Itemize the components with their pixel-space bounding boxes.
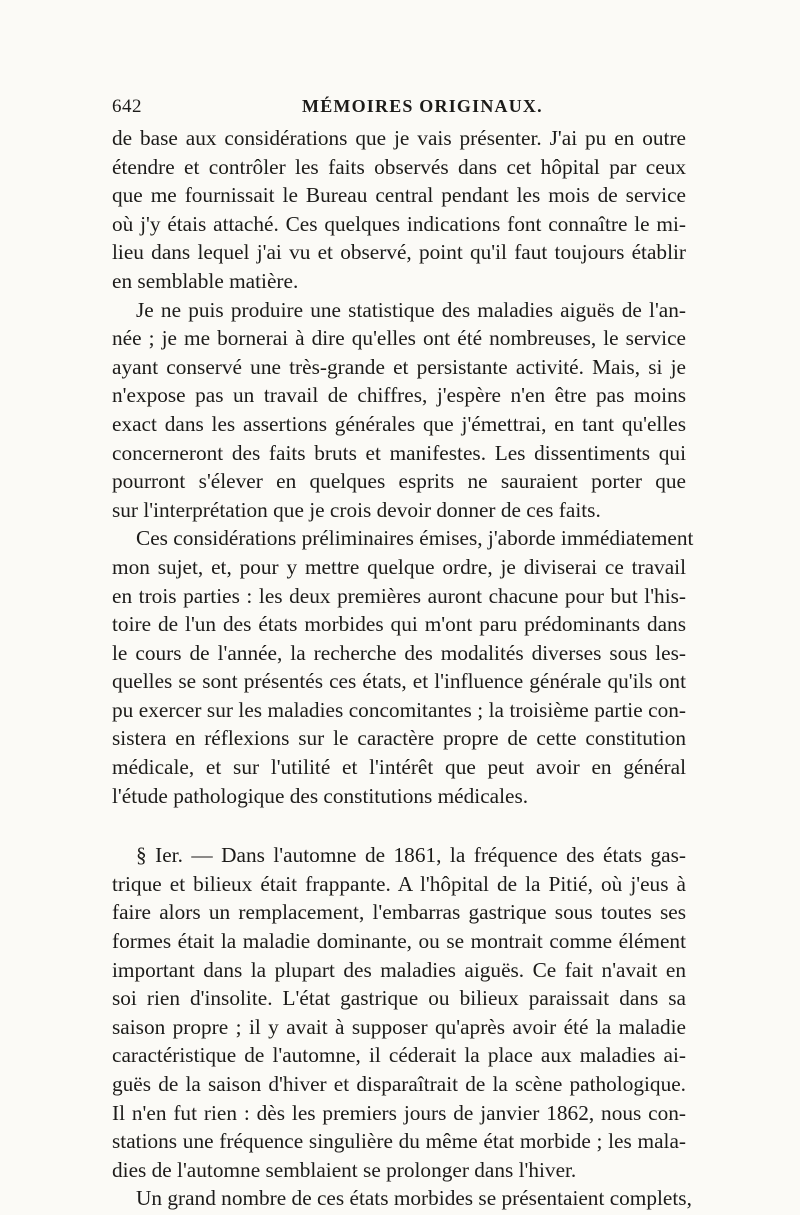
paragraph-3	[112, 524, 694, 810]
text-line: de base aux considérations que je vais présenter. J'ai pu en outre	[112, 126, 686, 150]
text-line: Ces considérations préliminaires émises, j'aborde immédiatement	[136, 526, 694, 551]
text-line: Je ne puis produire une statistique des maladies aiguës de l'an-	[136, 297, 686, 322]
text-line: guës de la saison d'hiver et disparaîtrait de la scène pathologique.	[112, 1072, 686, 1096]
text-line: trique et bilieux était frappante. A l'hôpital de la Pitié, où j'eus à	[112, 871, 686, 896]
text-line: sur l'interprétation que je crois devoir donner de ces faits.	[112, 497, 601, 522]
text-line: lieu dans lequel j'ai vu et observé, point qu'il faut toujours établir	[112, 240, 686, 265]
paragraph-spacer	[112, 810, 686, 841]
text-line: sistera en réflexions sur le caractère propre de cette constitution	[112, 726, 686, 751]
text-line: saison propre ; il y avait à supposer qu'après avoir été la maladie	[112, 1014, 686, 1039]
text-line: en semblable matière.	[112, 268, 299, 293]
running-head	[112, 92, 686, 124]
text-line: pourront s'élever en quelques esprits ne sauraient porter que	[112, 469, 686, 494]
text-line: Un grand nombre de ces états morbides se présentaient complets,	[136, 1186, 692, 1211]
text-line: caractéristique de l'automne, il céderait la place aux maladies ai-	[112, 1043, 686, 1068]
text-line	[112, 841, 686, 870]
text-line: que me fournissait le Bureau central pendant les mois de service	[112, 183, 686, 208]
paragraph-1	[112, 124, 686, 296]
text-line: quelles se sont présentés ces états, et l'influence générale qu'ils ont	[112, 669, 686, 694]
text-line: mon sujet, et, pour y mettre quelque ordre, je diviserai ce travail	[112, 554, 686, 579]
page-number: 642	[112, 96, 142, 117]
text-line: née ; je me bornerai à dire qu'elles ont été nombreuses, le service	[112, 326, 686, 351]
text-line: étendre et contrôler les faits observés dans cet hôpital par ceux	[112, 154, 686, 179]
paragraph-2	[112, 296, 686, 525]
text-line: le cours de l'année, la recherche des modalités diverses sous les-	[112, 640, 686, 665]
text-line: ayant conservé une très-grande et persistante activité. Mais, si je	[112, 354, 686, 379]
text-line: soi rien d'insolite. L'état gastrique ou bilieux paraissait dans sa	[112, 986, 686, 1011]
body-text	[112, 124, 694, 1213]
text-line: pu exercer sur les maladies concomitantes ; la troisième partie con-	[112, 697, 686, 722]
running-title: MÉMOIRES ORIGINAUX.	[302, 96, 543, 116]
text-line: formes était la maladie dominante, ou se montrait comme élément	[112, 929, 686, 954]
text-line: stations une fréquence singulière du même état morbide ; les mala-	[112, 1129, 686, 1154]
section-mark: § Ier. —	[136, 843, 213, 868]
text-line: en trois parties : les deux premières auront chacune pour but l'his-	[112, 583, 686, 608]
text-line: faire alors un remplacement, l'embarras gastrique sous toutes ses	[112, 900, 686, 925]
text-line: concerneront des faits bruts et manifestes. Les dissentiments qui	[112, 440, 686, 465]
text-line: important dans la plupart des maladies aiguës. Ce fait n'avait en	[112, 957, 686, 982]
text-line: n'expose pas un travail de chiffres, j'espère n'en être pas moins	[112, 383, 686, 408]
paragraph-4	[112, 841, 686, 1184]
text-line: médicale, et sur l'utilité et l'intérêt que peut avoir en général	[112, 755, 686, 780]
text-line: toire de l'un des états morbides qui m'ont paru prédominants dans	[112, 612, 686, 637]
book-page	[112, 92, 694, 1211]
paragraph-5	[112, 1184, 692, 1213]
text-line-content: Dans l'automne de 1861, la fréquence des états gas-	[221, 843, 686, 868]
text-line: Il n'en fut rien : dès les premiers jours de janvier 1862, nous con-	[112, 1100, 686, 1125]
text-line: dies de l'automne semblaient se prolonger dans l'hiver.	[112, 1157, 577, 1182]
text-line: exact dans les assertions générales que j'émettrai, en tant qu'elles	[112, 411, 686, 436]
text-line: où j'y étais attaché. Ces quelques indications font connaître le mi-	[112, 211, 686, 236]
text-line: l'étude pathologique des constitutions médicales.	[112, 783, 529, 808]
